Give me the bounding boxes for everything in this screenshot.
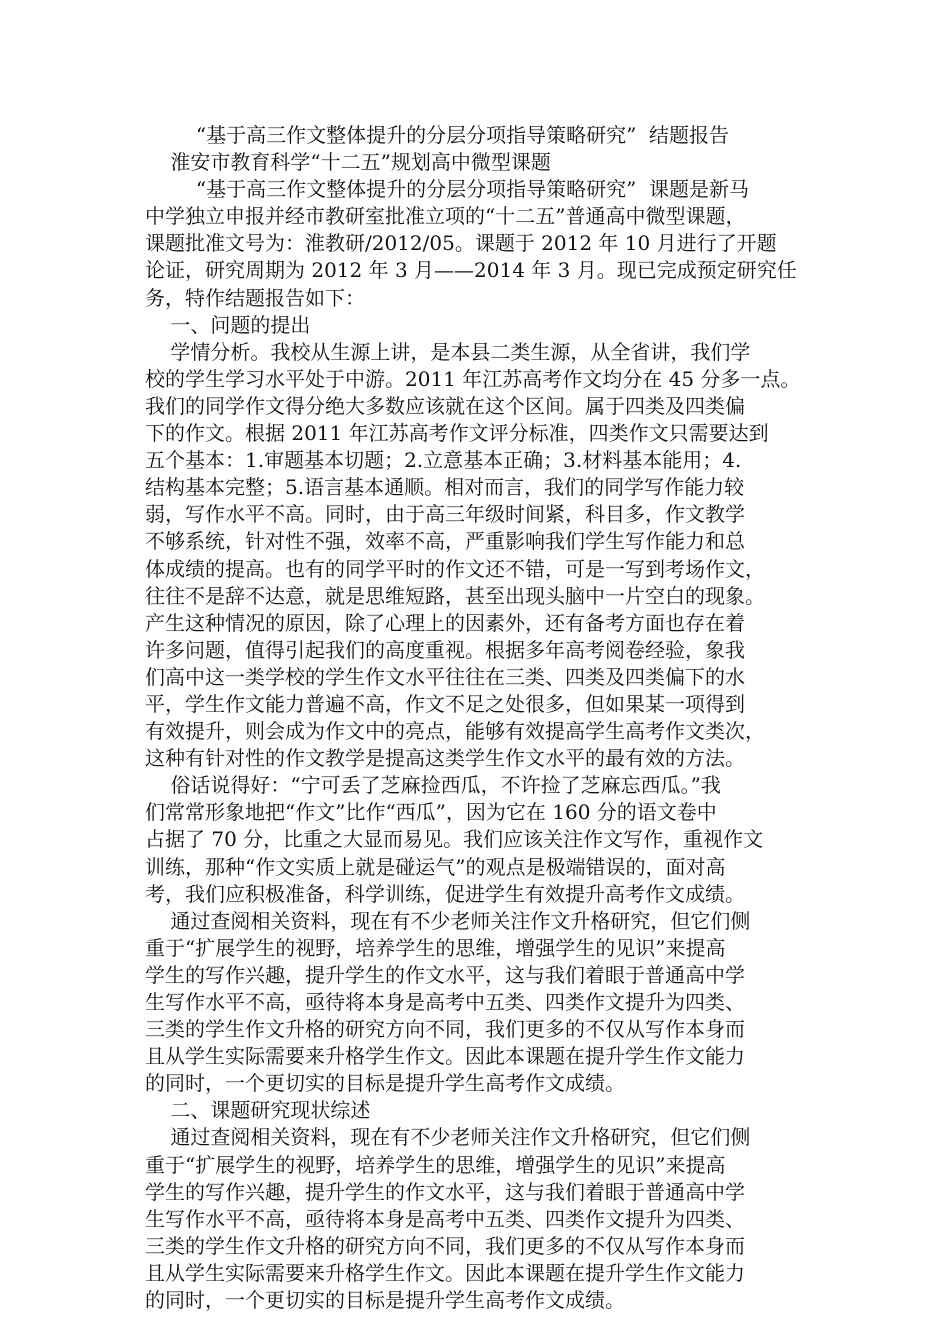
text-line: 学生的写作兴趣，提升学生的作文水平，这与我们着眼于普通高中学 — [145, 962, 745, 987]
text-line: 下的作文。根据 2011 年江苏高考作文评分标准，四类作文只需要达到 — [145, 421, 769, 446]
text-line: 三类的学生作文升格的研究方向不同，我们更多的不仅从写作本身而 — [145, 1017, 745, 1042]
text-line: 三类的学生作文升格的研究方向不同，我们更多的不仅从写作本身而 — [145, 1233, 745, 1258]
text-line: 务，特作结题报告如下： — [145, 285, 365, 310]
text-line: 五个基本：1.审题基本切题；2.立意基本正确；3.材料基本能用；4. — [145, 448, 742, 473]
text-line: 中学独立申报并经市教研室批准立项的“十二五”普通高中微型课题， — [145, 204, 746, 229]
text-line: 平，学生作文能力普遍不高，作文不足之处很多，但如果某一项得到 — [145, 691, 745, 716]
text-line: 且从学生实际需要来升格学生作文。因此本课题在提升学生作文能力 — [145, 1260, 745, 1285]
text-line: 们高中这一类学校的学生作文水平往往在三类、四类及四类偏下的水 — [145, 664, 745, 689]
text-line: 考，我们应积极准备，科学训练，促进学生有效提升高考作文成绩。 — [145, 881, 745, 906]
text-line: 许多问题，值得引起我们的高度重视。根据多年高考阅卷经验，象我 — [145, 637, 745, 662]
text-line: 通过查阅相关资料，现在有不少老师关注作文升格研究，但它们侧 — [145, 1125, 751, 1150]
text-line: 学生的写作兴趣，提升学生的作文水平，这与我们着眼于普通高中学 — [145, 1179, 745, 1204]
text-line: 们常常形象地把“作文”比作“西瓜”，因为它在 160 分的语文卷中 — [145, 800, 717, 825]
text-line: 重于“扩展学生的视野，培养学生的思维，增强学生的见识”来提高 — [145, 1152, 726, 1177]
report-subtitle-line: 淮安市教育科学“十二五”规划高中微型课题 — [145, 150, 551, 175]
text-line: 学情分析。我校从生源上讲，是本县二类生源，从全省讲，我们学 — [145, 339, 751, 364]
section-heading-1: 一、问题的提出 — [145, 312, 311, 337]
text-line: 校的学生学习水平处于中游。2011 年江苏高考作文均分在 45 分多一点。 — [145, 366, 801, 391]
text-line: 不够系统，针对性不强，效率不高，严重影响我们学生写作能力和总 — [145, 529, 745, 554]
text-line: 生写作水平不高，亟待将本身是高考中五类、四类作文提升为四类、 — [145, 1206, 745, 1231]
text-line: 我们的同学作文得分绝大多数应该就在这个区间。属于四类及四类偏 — [145, 393, 745, 418]
document-body — [145, 122, 835, 1314]
text-line: “基于高三作文整体提升的分层分项指导策略研究” 课题是新马 — [145, 177, 750, 202]
text-line: 往往不是辞不达意，就是思维短路，甚至出现头脑中一片空白的现象。 — [145, 583, 765, 608]
text-line: 结构基本完整；5.语言基本通顺。相对而言，我们的同学写作能力较 — [145, 475, 745, 500]
text-line: 占据了 70 分，比重之大显而易见。我们应该关注作文写作，重视作文 — [145, 827, 764, 852]
text-line: 弱，写作水平不高。同时，由于高三年级时间紧，科目多，作文教学 — [145, 502, 745, 527]
text-line: 训练，那种“作文实质上就是碰运气”的观点是极端错误的，面对高 — [145, 854, 726, 879]
text-line: 通过查阅相关资料，现在有不少老师关注作文升格研究，但它们侧 — [145, 908, 751, 933]
text-line: 的同时，一个更切实的目标是提升学生高考作文成绩。 — [145, 1071, 625, 1096]
text-line: 且从学生实际需要来升格学生作文。因此本课题在提升学生作文能力 — [145, 1044, 745, 1069]
text-line: 论证，研究周期为 2012 年 3 月——2014 年 3 月。现已完成预定研究任 — [145, 258, 797, 283]
text-line: 重于“扩展学生的视野，培养学生的思维，增强学生的见识”来提高 — [145, 935, 726, 960]
text-line: 课题批准文号为：淮教研/2012/05。课题于 2012 年 10 月进行了开题 — [145, 231, 777, 256]
text-line: 这种有针对性的作文教学是提高这类学生作文水平的最有效的方法。 — [145, 746, 745, 771]
text-line: 产生这种情况的原因，除了心理上的因素外，还有备考方面也存在着 — [145, 610, 745, 635]
text-line: 有效提升，则会成为作文中的亮点，能够有效提高学生高考作文类次， — [145, 719, 765, 744]
text-line: 俗话说得好：“宁可丢了芝麻捡西瓜，不许捡了芝麻忘西瓜。”我 — [145, 773, 721, 798]
text-line: 的同时，一个更切实的目标是提升学生高考作文成绩。 — [145, 1288, 625, 1313]
text-line: 体成绩的提高。也有的同学平时的作文还不错，可是一写到考场作文， — [145, 556, 765, 581]
text-line: 生写作水平不高，亟待将本身是高考中五类、四类作文提升为四类、 — [145, 990, 745, 1014]
section-heading-2: 二、课题研究现状综述 — [145, 1098, 371, 1123]
report-title-line: “基于高三作文整体提升的分层分项指导策略研究” 结题报告 — [145, 123, 730, 147]
